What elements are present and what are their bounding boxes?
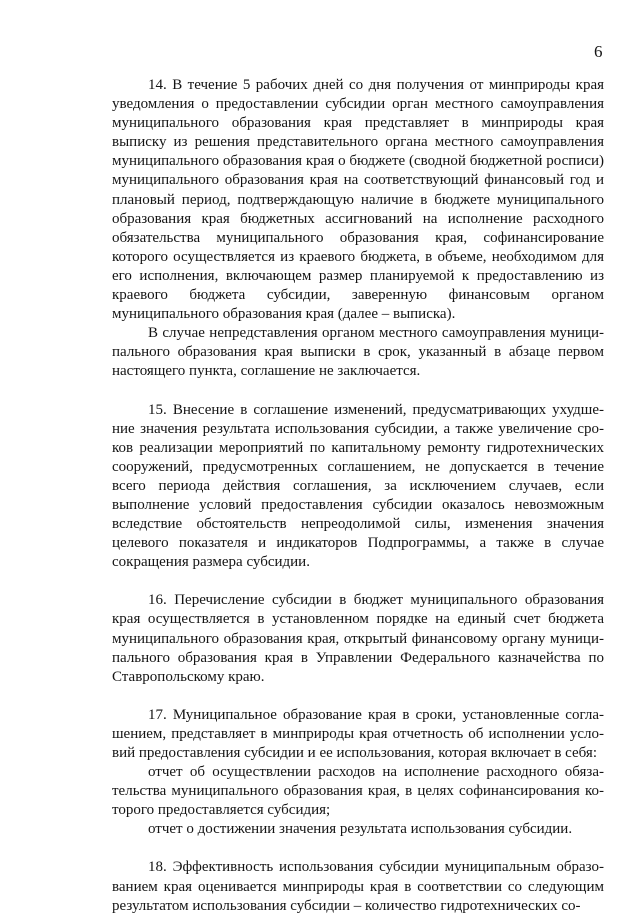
paragraph-18: 18. Эффективность использования субсидии муниципальным образованием края оценивается минприроды края в соответствии со следующим результатом использования субсидии – количество гидротехнических со- bbox=[112, 859, 604, 914]
paragraph-17-report-expenses: отчет об осуществлении расходов на исполнение расходного обязательства муниципального образования края, в целях софинансирования которого предоставляется субсидия; bbox=[112, 764, 604, 819]
document-body bbox=[112, 76, 604, 916]
paragraph-17: 17. Муниципальное образование края в сроки, установленные соглашением, представляет в минприроды края отчетность об исполнении условий предоставления субсидии и ее использования, которая включает в себя: bbox=[112, 706, 604, 761]
paragraph-15: 15. Внесение в соглашение изменений, предусматривающих ухудшение значения результата использования субсидии, а также увеличение сроков реализации мероприятий по капитальному ремонту гидротехнических сооружений, предусмотренных соглашением, не допускается в течение всего периода действия соглашения, за исключением случаев, если выполнение условий предоставления субсидии оказалось невозможным вследствие обстоятельств непреодолимой силы, изменения значения целевого показателя и индикаторов Подпрограммы, а также в случае сокращения размера субсидии. bbox=[112, 401, 604, 571]
paragraph-14: 14. В течение 5 рабочих дней со дня получения от минприроды края уведомления о предоставлении субсидии орган местного самоуправления муниципального образования края представляет в минприроды края выписку из решения представительного органа местного самоуправления муниципального образования края о бюджете (сводной бюджетной росписи) муниципального образования края на соответствующий финансовый год и плановый период, подтверждающую наличие в бюджете муниципального образования края бюджетных ассигнований на исполнение расходного обязательства муниципального образования края, софинансирование которого осуществляется из краевого бюджета, в объеме, необходимом для его исполнения, включающем размер планируемой к предоставлению из краевого бюджета субсидии, заверенную финансовым органом муниципального образования края (далее – выписка). bbox=[112, 77, 604, 323]
paragraph-14-second: В случае непредставления органом местного самоуправления муниципального образования края выписки в срок, указанный в абзаце первом настоящего пункта, соглашение не заключается. bbox=[112, 325, 604, 380]
paragraph-17-report-results: отчет о достижении значения результата использования субсидии. bbox=[148, 821, 573, 838]
paragraph-16: 16. Перечисление субсидии в бюджет муниципального образования края осуществляется в установленном порядке на единый счет бюджета муниципального образования края, открытый финансовому органу муниципального образования края в Управлении Федерального казначейства по Ставропольскому краю. bbox=[112, 592, 604, 685]
page-number: 6 bbox=[594, 42, 603, 61]
